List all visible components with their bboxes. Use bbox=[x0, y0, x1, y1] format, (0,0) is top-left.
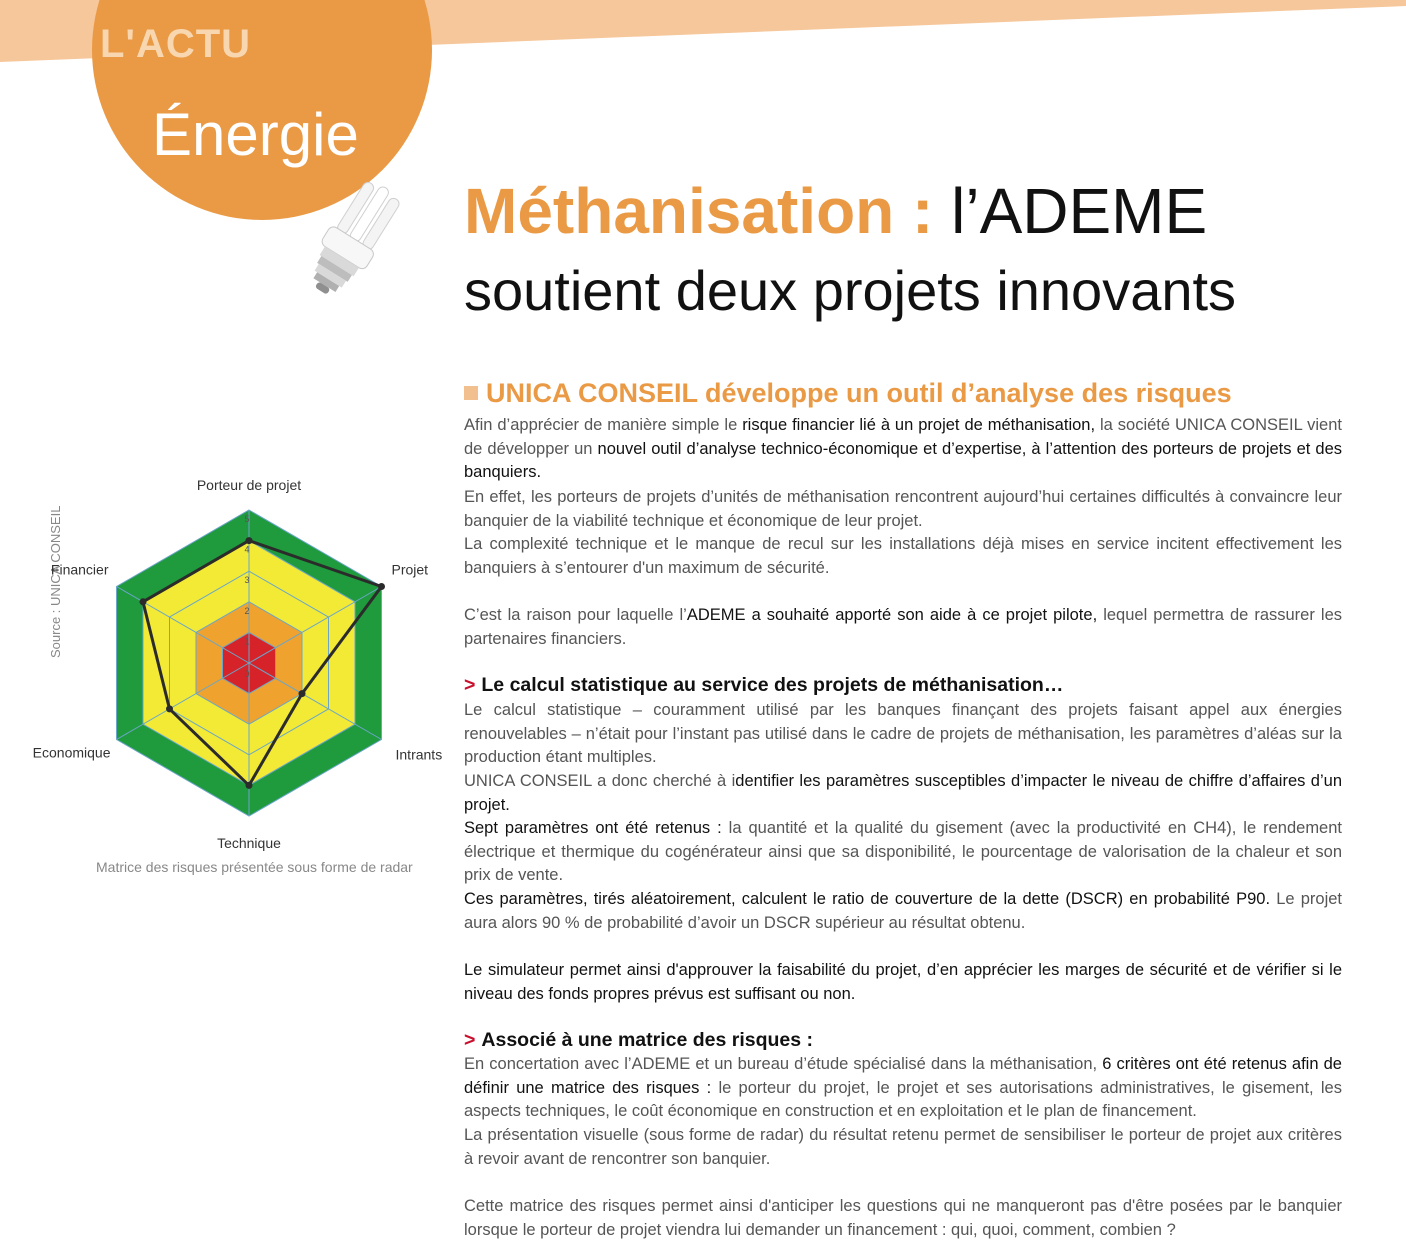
paragraph-context: En effet, les porteurs de projets d’unités de méthanisation rencontrent aujourd’hui certaines difficultés à convaincre leur banquier de la viabilité technique et économique de leur projet. bbox=[464, 488, 1342, 530]
main-heading bbox=[464, 378, 1232, 409]
paragraph-statistics: Le calcul statistique – couramment utilisé par les banques finançant des projets faisant appel aux énergies renouvelables – n’était pour l’instant pas utilisé dans le cadre de projets de méthanisation, les paramètres d’aléas sur la production étant multiples. bbox=[464, 701, 1342, 767]
subheading-text: Associé à une matrice des risques : bbox=[481, 1029, 814, 1051]
text-bold: Sept paramètres ont été retenus : bbox=[464, 819, 722, 837]
subheading-matrice bbox=[464, 1029, 813, 1052]
arrow-bullet-icon: > bbox=[464, 1029, 476, 1051]
main-heading-text: UNICA CONSEIL développe un outil d’analyse des risques bbox=[486, 378, 1232, 408]
section-tag: L'ACTU bbox=[100, 22, 252, 66]
radar-tick-label: 2 bbox=[244, 605, 250, 616]
paragraph-visual: La présentation visuelle (sous forme de radar) du résultat retenu permet de sensibiliser le porteur de projet aux critères à revoir avant de rencontrer son banquier. bbox=[464, 1126, 1342, 1168]
text-bold: dentifier les paramètres susceptibles d’impacter le niveau de chiffre d’affaires d’un projet. bbox=[464, 772, 1342, 814]
text: le porteur du projet, le projet et ses autorisations administratives, le gisement, les aspects techniques, le coût économique en construction et en exploitation et le plan de financement. bbox=[464, 1078, 1342, 1121]
subheading-text: Le calcul statistique au service des projets de méthanisation… bbox=[481, 674, 1064, 696]
title-highlight: Méthanisation : bbox=[464, 175, 934, 247]
subheading-calcul bbox=[464, 674, 1063, 697]
paragraph-criteria bbox=[464, 1053, 1342, 1124]
text-bold: Ces paramètres, tirés aléatoirement, calculent le ratio de couverture de la dette (DSCR) en probabilité P90. bbox=[464, 890, 1271, 908]
paragraph-simulator: Le simulateur permet ainsi d'approuver la faisabilité du projet, d’en apprécier les marges de sécurité et de vérifier si le niveau des fonds propres prévus est suffisant ou non. bbox=[464, 961, 1342, 1003]
paragraph-ademe bbox=[464, 604, 1342, 651]
text-bold: 6 critères ont été retenus afin de définir une matrice des risques : bbox=[464, 1055, 1342, 1097]
arrow-bullet-icon: > bbox=[464, 674, 476, 696]
radar-point bbox=[299, 690, 306, 697]
paragraph-intro bbox=[464, 414, 1342, 485]
text: la société UNICA CONSEIL vient de développer un bbox=[464, 416, 1342, 458]
text: Le projet aura alors 90 % de probabilité d’avoir un DSCR supérieur au résultat obtenu. bbox=[464, 890, 1343, 932]
text: lequel permettra de rassurer les partenaires financiers. bbox=[464, 606, 1342, 648]
section-name: Énergie bbox=[152, 101, 359, 168]
radar-point bbox=[378, 583, 385, 590]
article-title-line2: soutient deux projets innovants bbox=[464, 259, 1237, 322]
radar-axis-label: Technique bbox=[217, 835, 281, 851]
radar-tick-label: 5 bbox=[244, 514, 250, 524]
radar-axis-label: Economique bbox=[32, 744, 111, 761]
radar-axis-label: Projet bbox=[391, 561, 429, 578]
radar-point bbox=[140, 598, 147, 605]
text-bold: risque financier lié à un projet de méthanisation, bbox=[742, 416, 1096, 434]
radar-point bbox=[246, 782, 253, 789]
radar-point bbox=[246, 537, 253, 544]
radar-point bbox=[166, 705, 173, 712]
text: UNICA CONSEIL a donc cherché à i bbox=[464, 772, 736, 790]
radar-axis-label: Intrants bbox=[395, 746, 443, 763]
paragraph-complexity: La complexité technique et le manque de recul sur les installations déjà mises en service incitent effectivement les banquiers à s’entourer d'un maximum de sécurité. bbox=[464, 535, 1342, 577]
square-bullet-icon bbox=[464, 386, 478, 400]
radar-tick-label: 4 bbox=[244, 544, 250, 555]
paragraph-dscr bbox=[464, 888, 1342, 935]
figure-source: Source : UNICA CONSEIL bbox=[48, 505, 63, 658]
radar-tick-label: 3 bbox=[244, 575, 250, 586]
title-rest: l’ADEME bbox=[933, 175, 1208, 247]
radar-tick-label: 1 bbox=[244, 636, 250, 647]
radar-tick-label: 0 bbox=[244, 669, 250, 679]
figure-caption: Matrice des risques présentée sous forme de radar bbox=[96, 859, 413, 875]
light-bulb-icon bbox=[292, 174, 412, 308]
text-bold: ADEME a souhaité apporté son aide à ce projet pilote, bbox=[686, 606, 1098, 624]
text-bold: nouvel outil d’analyse technico-économique et d’expertise, à l’attention des porteurs de projets et des banquiers. bbox=[464, 439, 1342, 482]
text: C’est la raison pour laquelle l’ bbox=[464, 606, 687, 624]
text: la quantité et la qualité du gisement (avec la productivité en CH4), le rendement électrique et thermique du cogénérateur ainsi que sa disponibilité, le pourcentage de valorisation de la chaleur et son prix de vente. bbox=[464, 819, 1342, 885]
paragraph-anticipate: Cette matrice des risques permet ainsi d'anticiper les questions qui ne manqueront pas d'être posées par le banquier lorsque le porteur de projet viendra lui demander un financement : qui, quoi, comment, combien ? bbox=[464, 1197, 1342, 1239]
text: En concertation avec l’ADEME et un bureau d’étude spécialisé dans la méthanisation, bbox=[464, 1055, 1103, 1073]
radar-axis-label: Porteur de projet bbox=[196, 477, 302, 493]
radar-axis-label: Financier bbox=[50, 561, 109, 578]
article-title-line1 bbox=[464, 172, 1207, 250]
paragraph-parameters bbox=[464, 770, 1342, 817]
text: Afin d’apprécier de manière simple le bbox=[464, 416, 743, 434]
paragraph-seven-parameters bbox=[464, 817, 1342, 888]
